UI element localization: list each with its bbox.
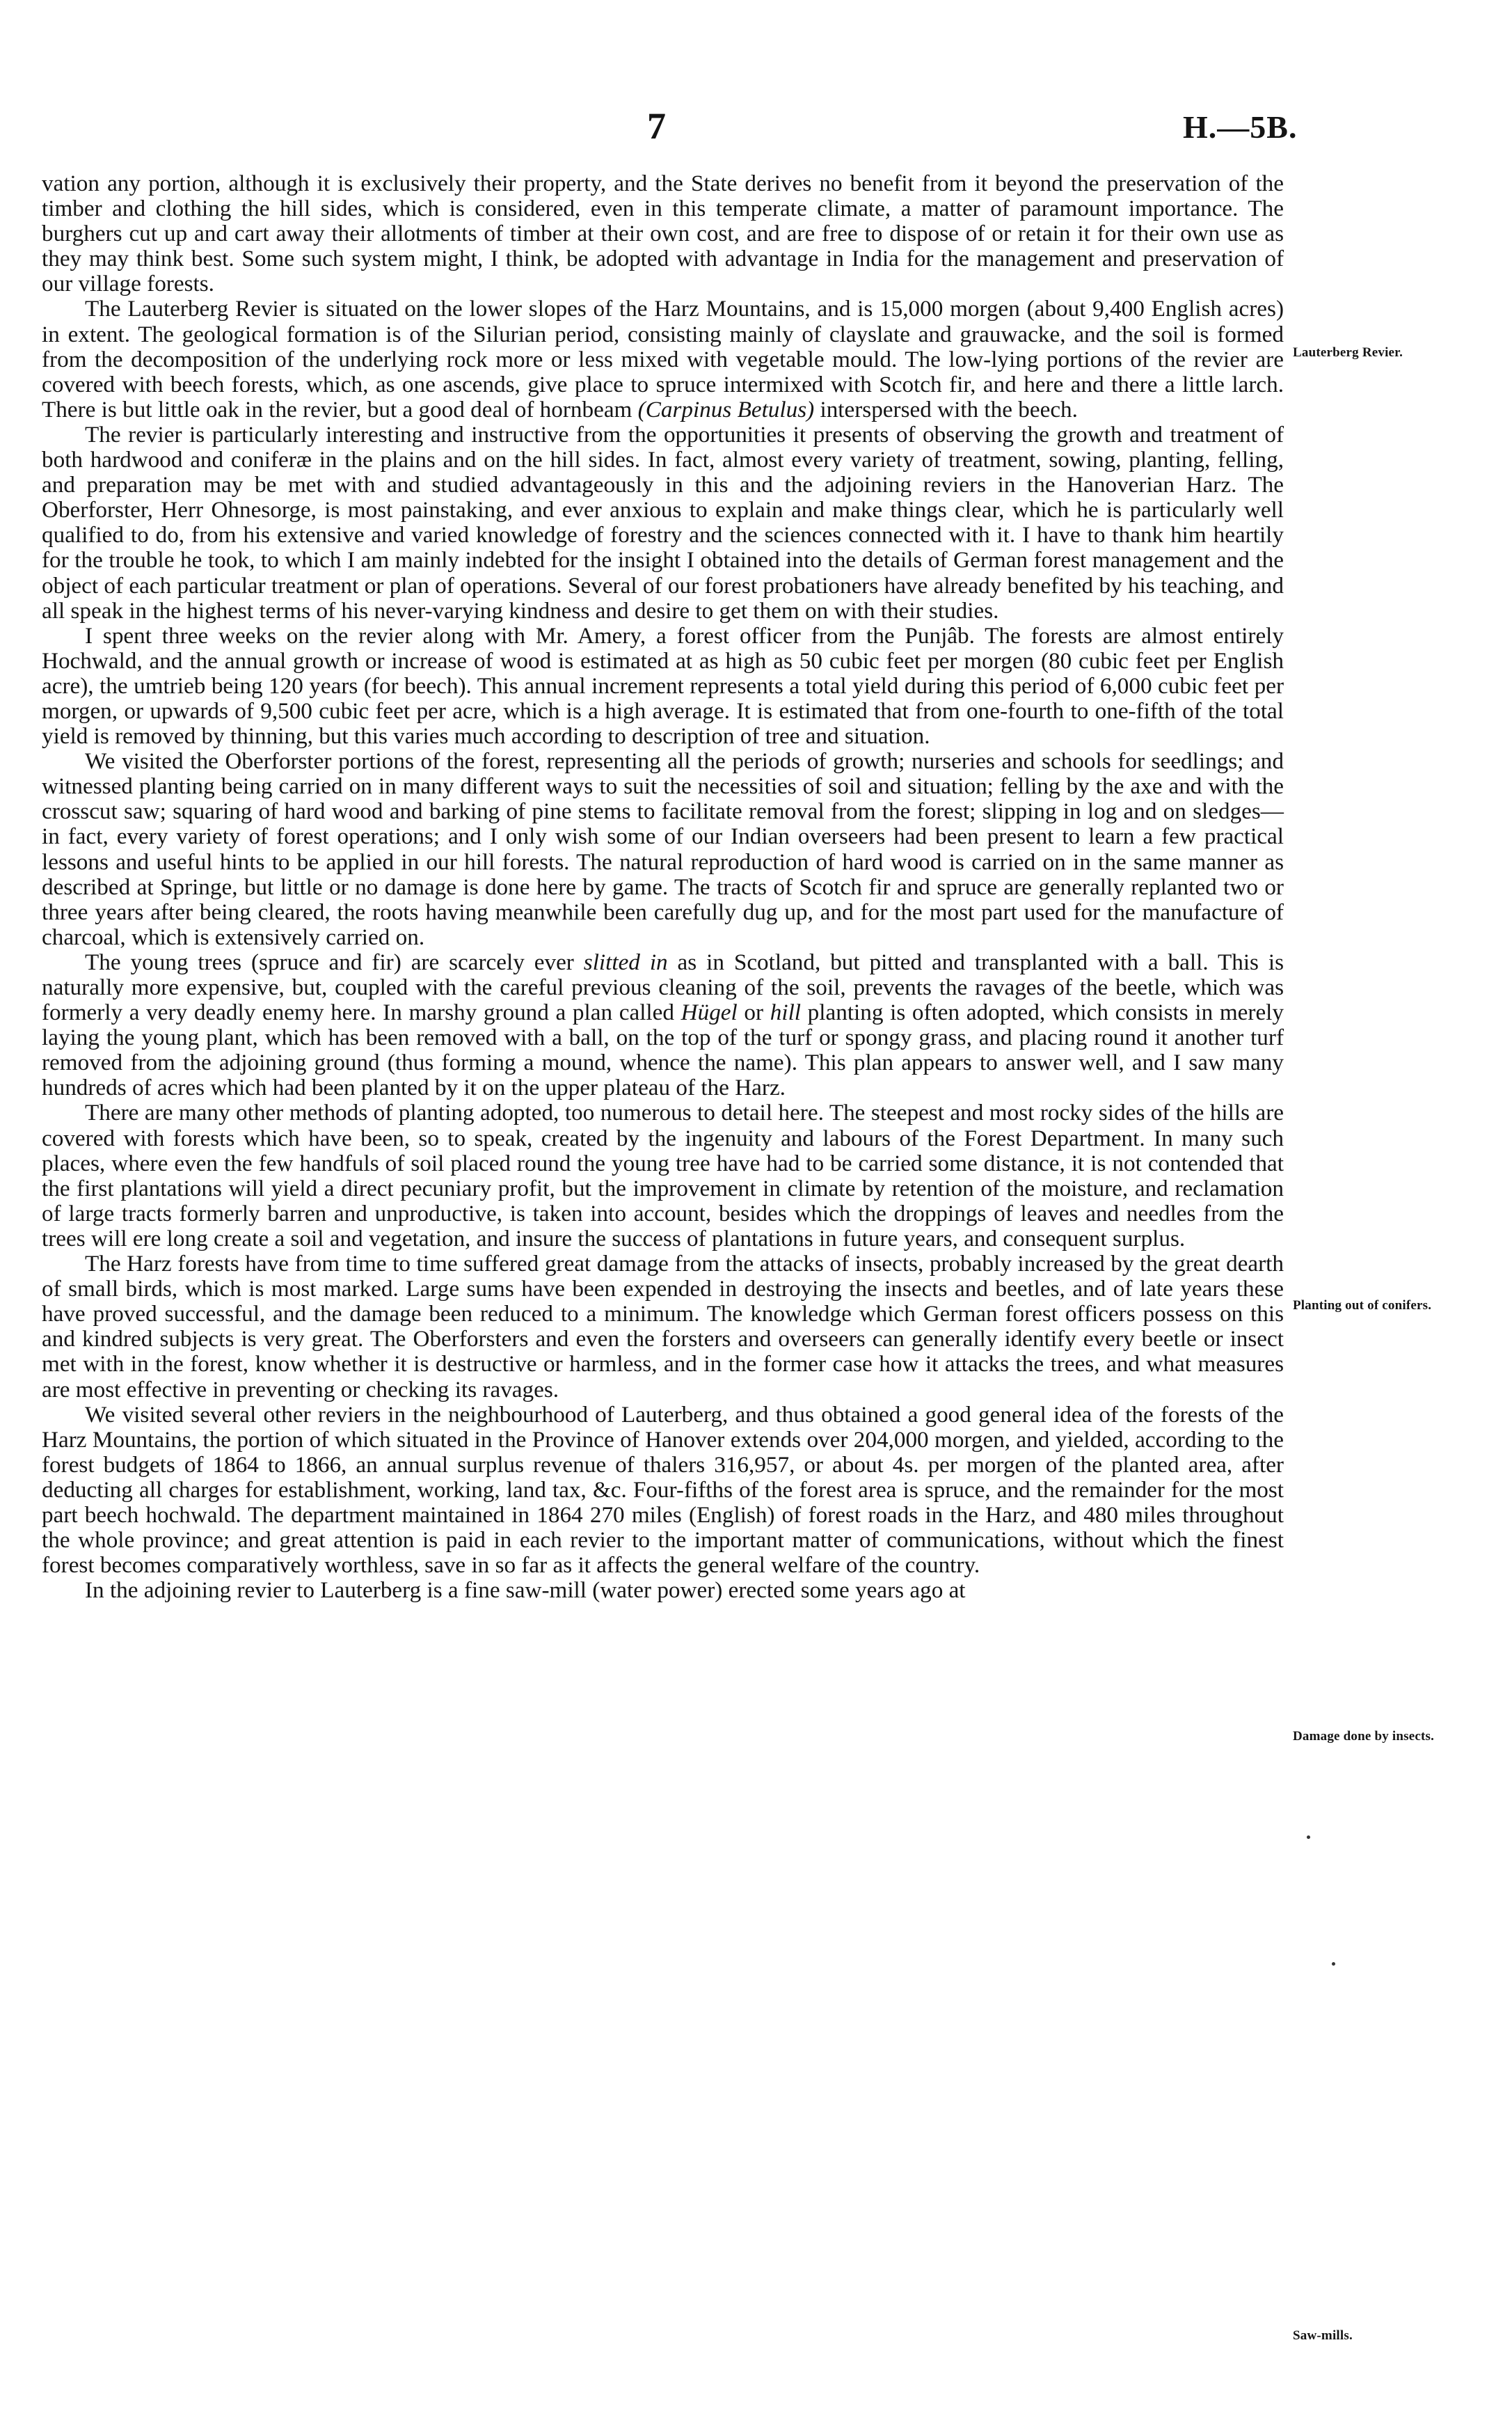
page-header — [0, 104, 1512, 160]
margin-note-lauterberg-revier: Lauterberg Revier. — [1293, 345, 1403, 360]
paragraph-oberforster-visit: We visited the Oberforster portions of the forest, representing all the periods of growth; nurseries and schools for seedlings; and witnessed planting being carried on in many different ways to suit the necessities of soil and situation; felling by the axe and with the crosscut saw; squaring of hard wood and barking of pine stems to facilitate removal from the forest; slipping in log and on sledges—in fact, every variety of forest operations; and I only wish some of our Indian overseers had been present to learn a few practical lessons and useful hints to be applied in our hill forests. The natural reproduction of hard wood is carried on in the same manner as described at Springe, but little or no damage is done here by game. The tracts of Scotch fir and spruce are generally replanted two or three years after being cleared, the roots having meanwhile been carefully dug up, and for the most part used for the manufacture of charcoal, which is extensively carried on. — [42, 748, 1284, 950]
stray-mark — [1332, 1962, 1335, 1966]
paragraph-lauterberg-revier: The Lauterberg Revier is situated on the lower slopes of the Harz Mountains, and is 15,000 morgen (about 9,400 English acres) in extent. The geological formation is of the Silurian period, consisting mainly of clayslate and grauwacke, and the soil is formed from the decomposition of the underlying rock more or less mixed with vegetable mould. The low-lying portions of the revier are covered with beech forests, which, as one ascends, give place to spruce intermixed with Scotch fir, and here and there a little larch. There is but little oak in the revier, but a good deal of hornbeam (Carpinus Betulus) interspersed with the beech. — [42, 296, 1284, 422]
page-number: 7 — [647, 105, 666, 147]
paragraph-revier-interest: The revier is particularly interesting and instructive from the opportunities it presents of observing the growth and treatment of both hardwood and coniferæ in the plains and on the hill sides. In fact, almost every variety of treatment, sowing, planting, felling, and preparation may be met with and studied advantageously in this and the adjoining reviers in the Hanoverian Harz. The Oberforster, Herr Ohnesorge, is most painstaking, and ever anxious to explain and make things clear, which he is particularly well qualified to do, from his extensive and varied knowledge of forestry and the sciences connected with it. I have to thank him heartily for the trouble he took, to which I am mainly indebted for the insight I obtained into the details of German forest management and the object of each particular treatment or plan of operations. Several of our forest probationers have already benefited by his teaching, and all speak in the highest terms of his never-varying kindness and desire to get them on with their studies. — [42, 421, 1284, 624]
margin-note-planting-conifers: Planting out of conifers. — [1293, 1298, 1432, 1313]
paragraph-saw-mill: In the adjoining revier to Lauterberg is a fine saw-mill (water power) erected some years ago at — [85, 1577, 966, 1604]
stray-mark — [1307, 1835, 1310, 1839]
margin-note-insect-damage: Damage done by insects. — [1293, 1729, 1435, 1744]
paragraph-harz-reviers: We visited several other reviers in the neighbourhood of Lauterberg, and thus obtained a good general idea of the forests of the Harz Mountains, the portion of which situated in the Province of Hanover extends over 204,000 morgen, and yielded, according to the forest budgets of 1864 to 1866, an annual surplus revenue of thalers 316,957, or about 4s. per morgen of the planted area, after deducting all charges for establishment, working, land tax, &c. Four-fifths of the forest area is spruce, and the remainder for the most part beech hochwald. The department maintained in 1864 270 miles (English) of forest roads in the Harz, and 480 miles throughout the whole province; and great attention is paid in each revier to the important matter of communications, without which the finest forest becomes comparatively worthless, save in so far as it affects the general welfare of the country. — [42, 1401, 1284, 1579]
paragraph-continuation: vation any portion, although it is exclusively their property, and the State derives no benefit from it beyond the preservation of the timber and clothing the hill sides, which is considered, even in this temperate climate, a matter of paramount importance. The burghers cut up and cart away their allotments of timber at their own cost, and are free to dispose of or retain it for their own use as they may think best. Some such system might, I think, be adopted with advantage in India for the management and preservation of our village forests. — [42, 171, 1284, 297]
body-text — [42, 171, 1284, 1603]
paragraph-insect-damage: The Harz forests have from time to time suffered great damage from the attacks of insects, probably increased by the great dearth of small birds, which is most marked. Large sums have been expended in destroying the insects and beetles, and of late years these have proved successful, and the damage been reduced to a minimum. The knowledge which German forest officers possess on this and kindred subjects is very great. The Oberforsters and even the forsters and overseers can generally identify every beetle or insect met with in the forest, know whether it is destructive or harmless, and in the former case how it attacks the trees, and what measures are most effective in preventing or checking its ravages. — [42, 1251, 1284, 1403]
paragraph-planting-methods: There are many other methods of planting adopted, too numerous to detail here. The steepest and most rocky sides of the hills are covered with forests which have been, so to speak, created by the ingenuity and labours of the Forest Department. In many such places, where even the few handfuls of soil placed round the young tree have had to be carried some distance, it is not contended that the first plantations will yield a direct pecuniary profit, but the improvement in climate by retention of the moisture, and reclamation of large tracts formerly barren and unproductive, is taken into account, besides which the droppings of leaves and needles from the trees will ere long create a soil and vegetation, and insure the success of plantations in future years, and consequent surplus. — [42, 1100, 1284, 1251]
series-reference: H.—5B. — [1183, 109, 1298, 145]
paragraph-three-weeks: I spent three weeks on the revier along with Mr. Amery, a forest officer from the Punjâb. The forests are almost entirely Hochwald, and the annual growth or increase of wood is estimated at as high as 50 cubic feet per morgen (80 cubic feet per English acre), the umtrieb being 120 years (for beech). This annual increment represents a total yield during this period of 6,000 cubic feet per morgen, or upwards of 9,500 cubic feet per acre, which is a high average. It is estimated that from one-fourth to one-fifth of the total yield is removed by thinning, but this varies much according to description of tree and situation. — [42, 622, 1284, 750]
paragraph-young-trees: The young trees (spruce and fir) are scarcely ever slitted in as in Scotland, but pitted and transplanted with a ball. This is naturally more expensive, but, coupled with the careful previous cleaning of the soil, prevents the ravages of the beetle, which was formerly a very deadly enemy here. In marshy ground a plan called Hügel or hill planting is often adopted, which consists in merely laying the young plant, which has been removed with a ball, on the top of the turf or spongy grass, and placing round it another turf removed from the adjoining ground (thus forming a mound, whence the name). This plan appears to answer well, and I saw many hundreds of acres which had been planted by it on the upper plateau of the Harz. — [42, 949, 1284, 1101]
margin-note-saw-mills: Saw-mills. — [1293, 2328, 1353, 2343]
